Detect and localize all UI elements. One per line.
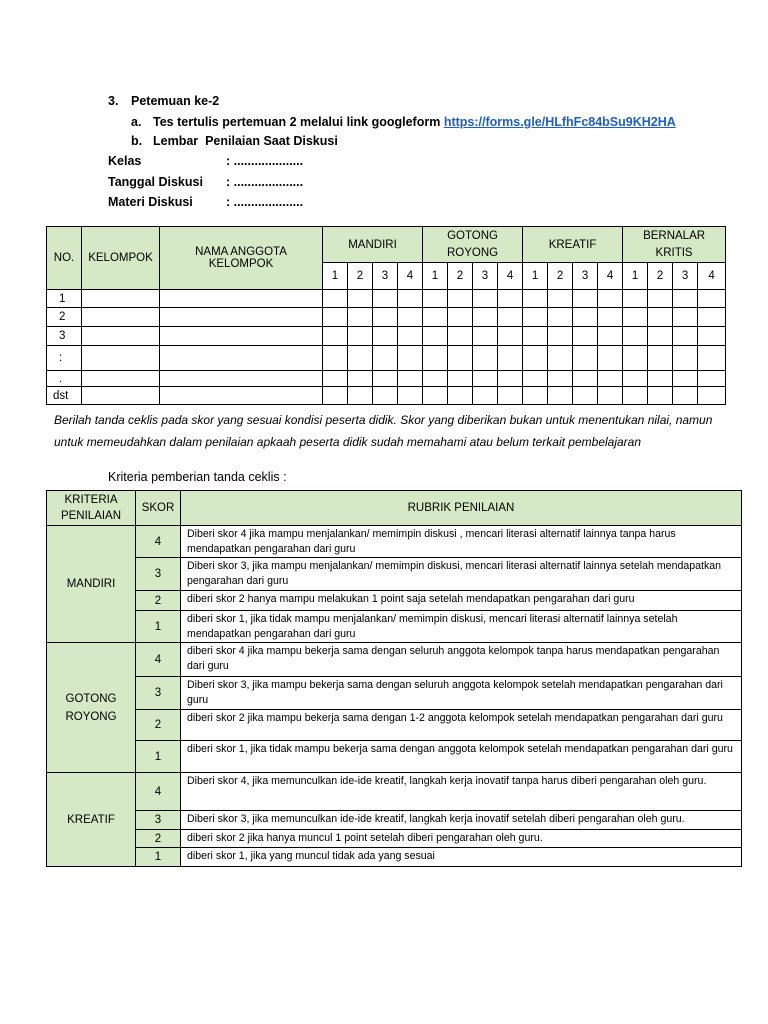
assessment-table	[46, 226, 726, 405]
table-cell[interactable]	[473, 308, 498, 327]
table-cell[interactable]	[473, 346, 498, 371]
rubric-row	[47, 773, 742, 811]
col-kelompok: KELOMPOK	[82, 227, 160, 290]
rubric-table	[46, 490, 742, 867]
table-cell[interactable]	[448, 371, 473, 387]
table-cell[interactable]	[448, 308, 473, 327]
rubric-row	[47, 677, 742, 710]
table-row	[47, 346, 726, 371]
table-cell[interactable]	[623, 371, 648, 387]
table-cell[interactable]	[648, 327, 673, 346]
table-cell[interactable]	[698, 327, 726, 346]
col-nama: NAMA ANGGOTA KELOMPOK	[160, 227, 323, 290]
rubric-text: diberi skor 1, jika yang muncul tidak ada yang sesuai	[181, 848, 742, 867]
table-cell[interactable]	[423, 290, 448, 308]
score-head: 4	[598, 263, 623, 290]
score-value: 3	[136, 677, 181, 710]
row-number: 2	[47, 308, 82, 327]
table-cell[interactable]	[573, 290, 598, 308]
table-cell[interactable]	[623, 290, 648, 308]
table-cell[interactable]	[648, 371, 673, 387]
table-cell[interactable]	[498, 290, 523, 308]
table-cell[interactable]	[498, 387, 523, 405]
item-b-text: Lembar Penilaian Saat Diskusi	[153, 134, 338, 148]
table-cell[interactable]	[82, 371, 160, 387]
score-value: 1	[136, 848, 181, 867]
score-value: 4	[136, 526, 181, 558]
table-cell[interactable]	[82, 327, 160, 346]
table-cell[interactable]	[598, 308, 623, 327]
score-head: 4	[498, 263, 523, 290]
rubric-text: diberi skor 2 hanya mampu melakukan 1 point saja setelah mendapatkan pengarahan dari guru	[181, 591, 742, 611]
table-cell[interactable]	[448, 387, 473, 405]
table-cell[interactable]	[448, 290, 473, 308]
table-cell[interactable]	[323, 290, 348, 308]
row-number: .	[47, 371, 82, 387]
table-cell[interactable]	[323, 308, 348, 327]
table-cell[interactable]	[398, 308, 423, 327]
table-cell[interactable]	[373, 371, 398, 387]
section-number: 3.	[108, 94, 119, 108]
score-head: 1	[423, 263, 448, 290]
table-cell[interactable]	[623, 327, 648, 346]
table-cell[interactable]	[523, 346, 548, 371]
rubric-row	[47, 591, 742, 611]
table-cell[interactable]	[648, 346, 673, 371]
table-cell[interactable]	[548, 371, 573, 387]
table-cell[interactable]	[548, 290, 573, 308]
criteria-name: GOTONG ROYONG	[47, 643, 136, 773]
table-cell[interactable]	[448, 346, 473, 371]
table-cell[interactable]	[398, 387, 423, 405]
table-cell[interactable]	[698, 308, 726, 327]
table-cell[interactable]	[373, 327, 398, 346]
score-value: 2	[136, 710, 181, 741]
table-cell[interactable]	[398, 371, 423, 387]
score-value: 4	[136, 643, 181, 677]
score-value: 1	[136, 611, 181, 643]
field-value-kelas: : ....................	[226, 154, 304, 168]
score-head: 3	[373, 263, 398, 290]
field-label-materi: Materi Diskusi	[108, 195, 193, 209]
field-value-materi: : ....................	[226, 195, 304, 209]
table-cell[interactable]	[323, 387, 348, 405]
table-cell[interactable]	[573, 387, 598, 405]
table-cell[interactable]	[423, 346, 448, 371]
table-cell[interactable]	[348, 290, 373, 308]
table-cell[interactable]	[373, 346, 398, 371]
table-row	[47, 290, 726, 308]
table-cell[interactable]	[523, 290, 548, 308]
table-cell[interactable]	[473, 290, 498, 308]
item-b-marker: b.	[131, 134, 143, 148]
col-group-bernalar-kritis: BERNALAR KRITIS	[623, 227, 726, 263]
score-head: 1	[323, 263, 348, 290]
table-cell[interactable]	[573, 308, 598, 327]
table-cell[interactable]	[673, 346, 698, 371]
table-cell[interactable]	[373, 308, 398, 327]
table-cell[interactable]	[423, 327, 448, 346]
item-a	[153, 112, 676, 132]
score-head: 2	[548, 263, 573, 290]
table-cell[interactable]	[573, 371, 598, 387]
table-row	[47, 387, 726, 405]
table-cell[interactable]	[673, 290, 698, 308]
table-cell[interactable]	[160, 308, 323, 327]
table-cell[interactable]	[348, 371, 373, 387]
rubric-row	[47, 830, 742, 848]
rubric-row	[47, 526, 742, 558]
score-head: 2	[448, 263, 473, 290]
table-cell[interactable]	[523, 327, 548, 346]
table-cell[interactable]	[698, 387, 726, 405]
table-cell[interactable]	[623, 308, 648, 327]
table-cell[interactable]	[473, 387, 498, 405]
score-head: 3	[473, 263, 498, 290]
row-number: :	[47, 346, 82, 371]
table-cell[interactable]	[673, 387, 698, 405]
score-head: 3	[573, 263, 598, 290]
table-cell[interactable]	[348, 387, 373, 405]
rubric-row	[47, 741, 742, 773]
score-head: 2	[348, 263, 373, 290]
field-label-tanggal: Tanggal Diskusi	[108, 175, 203, 189]
table-cell[interactable]	[548, 387, 573, 405]
rubric-text: Diberi skor 3, jika mampu bekerja sama dengan seluruh anggota kelompok setelah mendapatkan pengarahan dari guru	[181, 677, 742, 710]
col-group-kreatif: KREATIF	[523, 227, 623, 263]
score-value: 3	[136, 811, 181, 830]
table-cell[interactable]	[423, 387, 448, 405]
table-row	[47, 371, 726, 387]
table-cell[interactable]	[573, 346, 598, 371]
table-cell[interactable]	[398, 290, 423, 308]
googleform-link[interactable]: https://forms.gle/HLfhFc84bSu9KH2HA	[443, 115, 676, 129]
col-rubrik: RUBRIK PENILAIAN	[181, 491, 742, 526]
table-cell[interactable]	[473, 371, 498, 387]
table-cell[interactable]	[160, 387, 323, 405]
table-cell[interactable]	[673, 308, 698, 327]
rubric-row	[47, 643, 742, 677]
score-head: 3	[673, 263, 698, 290]
rubric-row	[47, 811, 742, 830]
table-cell[interactable]	[673, 371, 698, 387]
item-a-text: Tes tertulis pertemuan 2 melalui link googleform	[153, 115, 441, 129]
score-value: 3	[136, 558, 181, 591]
table-cell[interactable]	[160, 371, 323, 387]
score-head: 1	[523, 263, 548, 290]
score-value: 2	[136, 591, 181, 611]
table-cell[interactable]	[82, 290, 160, 308]
score-head: 2	[648, 263, 673, 290]
rubric-text: diberi skor 1, jika tidak mampu bekerja sama dengan anggota kelompok setelah mendapatkan pengarahan dari guru	[181, 741, 742, 773]
rubric-text: diberi skor 2 jika mampu bekerja sama dengan 1-2 anggota kelompok setelah mendapatkan pengarahan dari guru	[181, 710, 742, 741]
rubric-text: Diberi skor 4, jika memunculkan ide-ide kreatif, langkah kerja inovatif tanpa harus diberi pengarahan oleh guru.	[181, 773, 742, 811]
table-cell[interactable]	[523, 387, 548, 405]
table-cell[interactable]	[498, 346, 523, 371]
criteria-title: Kriteria pemberian tanda ceklis :	[108, 470, 287, 484]
table-cell[interactable]	[423, 371, 448, 387]
rubric-text: diberi skor 2 jika hanya muncul 1 point setelah diberi pengarahan oleh guru.	[181, 830, 742, 848]
rubric-row	[47, 848, 742, 867]
table-cell[interactable]	[648, 387, 673, 405]
item-a-marker: a.	[131, 115, 142, 129]
table-cell[interactable]	[573, 327, 598, 346]
table-cell[interactable]	[82, 346, 160, 371]
table-cell[interactable]	[323, 371, 348, 387]
table-cell[interactable]	[598, 371, 623, 387]
table-cell[interactable]	[373, 387, 398, 405]
table-cell[interactable]	[648, 308, 673, 327]
col-skor: SKOR	[136, 491, 181, 526]
field-label-kelas: Kelas	[108, 154, 142, 168]
rubric-row	[47, 710, 742, 741]
table-cell[interactable]	[598, 387, 623, 405]
table-cell[interactable]	[698, 346, 726, 371]
table-cell[interactable]	[498, 308, 523, 327]
table-cell[interactable]	[398, 346, 423, 371]
score-value: 1	[136, 741, 181, 773]
field-value-tanggal: : ....................	[226, 175, 304, 189]
table-cell[interactable]	[448, 327, 473, 346]
col-group-mandiri: MANDIRI	[323, 227, 423, 263]
rubric-text: diberi skor 1, jika tidak mampu menjalankan/ memimpin diskusi, mencari literasi alternatif lainnya setelah mendapatkan pengarahan dari guru	[181, 611, 742, 643]
table-cell[interactable]	[323, 346, 348, 371]
table-cell[interactable]	[698, 371, 726, 387]
table-cell[interactable]	[598, 327, 623, 346]
rubric-text: diberi skor 4 jika mampu bekerja sama dengan seluruh anggota kelompok tanpa harus mendapatkan pengarahan dari guru	[181, 643, 742, 677]
table-row	[47, 327, 726, 346]
score-head: 4	[698, 263, 726, 290]
row-number: 3	[47, 327, 82, 346]
rubric-text: Diberi skor 4 jika mampu menjalankan/ memimpin diskusi , mencari literasi alternatif lainnya tanpa harus mendapatkan pengarahan dari guru	[181, 526, 742, 558]
table-cell[interactable]	[598, 346, 623, 371]
rubric-row	[47, 611, 742, 643]
table-row	[47, 308, 726, 327]
criteria-name: KREATIF	[47, 773, 136, 867]
rubric-row	[47, 558, 742, 591]
table-cell[interactable]	[348, 327, 373, 346]
table-cell[interactable]	[523, 308, 548, 327]
table-cell[interactable]	[160, 327, 323, 346]
col-no: NO.	[47, 227, 82, 290]
score-value: 2	[136, 830, 181, 848]
score-head: 4	[398, 263, 423, 290]
row-number: dst	[47, 387, 82, 405]
rubric-text: Diberi skor 3, jika mampu menjalankan/ memimpin diskusi, mencari literasi alternatif lainnya setelah mendapatkan pengarahan dari guru	[181, 558, 742, 591]
table-cell[interactable]	[373, 290, 398, 308]
table-cell[interactable]	[423, 308, 448, 327]
table-cell[interactable]	[160, 346, 323, 371]
table-cell[interactable]	[623, 346, 648, 371]
table-cell[interactable]	[398, 327, 423, 346]
instruction-note: Berilah tanda ceklis pada skor yang sesuai kondisi peserta didik. Skor yang diberikan bukan untuk menentukan nilai, namun untuk memeudahkan dalam penilaian apkaah peserta didik sudah memahami atau belum terkait pembelajaran	[54, 413, 713, 449]
table-cell[interactable]	[473, 327, 498, 346]
score-head: 1	[623, 263, 648, 290]
table-cell[interactable]	[598, 290, 623, 308]
table-cell[interactable]	[623, 387, 648, 405]
col-kriteria: KRITERIA PENILAIAN	[47, 491, 136, 526]
table-cell[interactable]	[523, 371, 548, 387]
criteria-name: MANDIRI	[47, 526, 136, 643]
score-value: 4	[136, 773, 181, 811]
table-cell[interactable]	[498, 327, 523, 346]
table-cell[interactable]	[548, 346, 573, 371]
table-cell[interactable]	[548, 308, 573, 327]
col-group-gotong-royong: GOTONG ROYONG	[423, 227, 523, 263]
table-cell[interactable]	[673, 327, 698, 346]
table-cell[interactable]	[323, 327, 348, 346]
table-cell[interactable]	[548, 327, 573, 346]
table-cell[interactable]	[348, 308, 373, 327]
table-cell[interactable]	[348, 346, 373, 371]
table-cell[interactable]	[698, 290, 726, 308]
table-cell[interactable]	[82, 387, 160, 405]
table-cell[interactable]	[82, 308, 160, 327]
section-title: Petemuan ke-2	[131, 94, 220, 108]
table-cell[interactable]	[160, 290, 323, 308]
row-number: 1	[47, 290, 82, 308]
table-cell[interactable]	[498, 371, 523, 387]
table-cell[interactable]	[648, 290, 673, 308]
rubric-text: Diberi skor 3, jika memunculkan ide-ide kreatif, langkah kerja inovatif setelah diberi pengarahan oleh guru.	[181, 811, 742, 830]
